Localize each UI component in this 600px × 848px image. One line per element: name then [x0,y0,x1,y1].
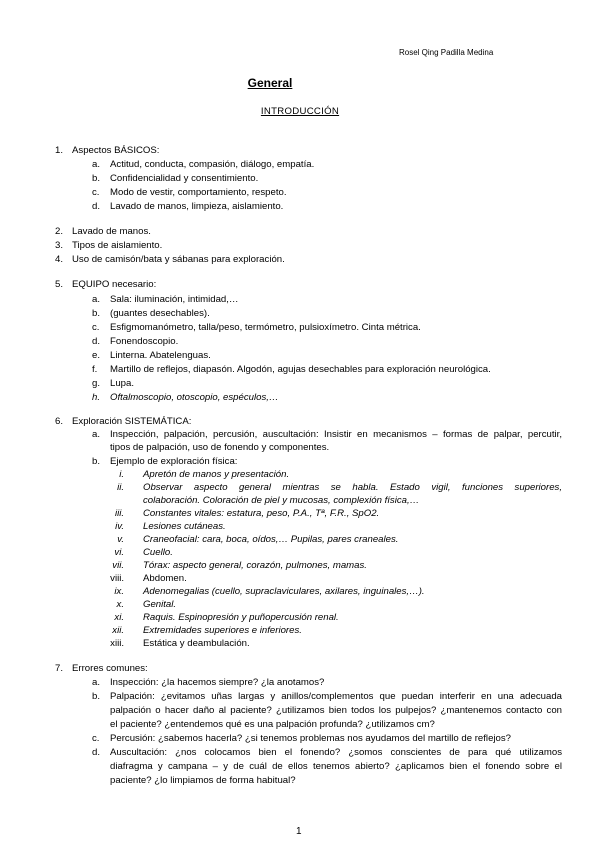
roman-item: Estática y deambulación. [143,638,250,649]
section-number: 7. [55,663,64,674]
section-heading: Aspectos BÁSICOS: [72,145,160,156]
list-item: Auscultación: ¿nos colocamos bien el fonendo? ¿somos conscientes de para qué utilizamos [110,747,562,758]
roman-item: Craneofacial: cara, boca, oídos,… Pupilas, pares craneales. [143,534,399,545]
list-item: Modo de vestir, comportamiento, respeto. [110,187,287,198]
roman-label: xi. [114,612,124,623]
roman-item-continuation: colaboración. Coloración de piel y mucosas, complexión física,… [143,495,420,506]
list-item: Martillo de reflejos, diapasón. Algodón, agujas desechables para exploración neurológica. [110,364,491,375]
list-label: a. [92,159,101,170]
roman-item: Abdomen. [143,573,187,584]
list-item: Linterna. Abatelenguas. [110,350,211,361]
roman-item: Tórax: aspecto general, corazón, pulmones, mamas. [143,560,367,571]
list-label: f. [92,364,98,375]
roman-item: Constantes vitales: estatura, peso, P.A., Tª, F.R., SpO2. [143,508,380,519]
list-item-continuation: diafragma y campana – y de cuál de ellos tenemos abierto? ¿aplicamos bien el fonendo sobre el [110,761,562,772]
list-label: c. [92,733,100,744]
list-item-continuation: el paciente? ¿entendemos qué es una palpación profunda? ¿utilizamos cm? [110,719,435,730]
list-item: Sala: iluminación, intimidad,… [110,294,239,305]
list-label: a. [92,294,101,305]
list-item: Inspección: ¿la hacemos siempre? ¿la anotamos? [110,677,325,688]
list-label: d. [92,336,101,347]
section-number: 2. [55,226,64,237]
section-heading: Errores comunes: [72,663,148,674]
author-name: Rosel Qing Padilla Medina [399,48,494,57]
list-label: b. [92,456,101,467]
list-item: Lavado de manos, limpieza, aislamiento. [110,201,284,212]
list-item: Esfigmomanómetro, talla/peso, termómetro, pulsioxímetro. Cinta métrica. [110,322,421,333]
list-label: g. [92,378,101,389]
section-heading: EQUIPO necesario: [72,279,157,290]
list-label: e. [92,350,101,361]
roman-label: xiii. [110,638,124,649]
list-item: Actitud, conducta, compasión, diálogo, empatía. [110,159,315,170]
roman-label: v. [117,534,124,545]
section-heading: Exploración SISTEMÁTICA: [72,416,192,427]
section-number: 3. [55,240,64,251]
list-item: Inspección, palpación, percusión, auscultación: Insistir en mecanismos – formas de palpar, percutir, [110,429,562,440]
roman-item: Genital. [143,599,177,610]
roman-label: ii. [117,482,124,493]
list-label: c. [92,187,100,198]
roman-item: Cuello. [143,547,173,558]
roman-label: i. [119,469,124,480]
list-item: Confidencialidad y consentimiento. [110,173,259,184]
list-label: b. [92,173,101,184]
list-label: c. [92,322,100,333]
roman-item: Lesiones cutáneas. [143,521,226,532]
list-item: Fonendoscopio. [110,336,179,347]
list-label: d. [92,201,101,212]
section-heading: Tipos de aislamiento. [72,240,163,251]
roman-label: viii. [110,573,124,584]
list-item: Ejemplo de exploración física: [110,456,238,467]
roman-label: vii. [112,560,124,571]
page-title: General [247,76,293,90]
list-label: h. [92,392,101,403]
section-number: 6. [55,416,64,427]
roman-label: iv. [115,521,124,532]
section-heading: Uso de camisón/bata y sábanas para exploración. [72,254,285,265]
list-label: d. [92,747,101,758]
roman-label: xii. [112,625,124,636]
roman-label: iii. [114,508,124,519]
list-item-continuation: tipos de palpación, uso de fonendo y componentes. [110,442,330,453]
list-item: Oftalmoscopio, otoscopio, espéculos,… [110,392,279,403]
roman-item: Apretón de manos y presentación. [143,469,290,480]
list-label: a. [92,677,101,688]
list-item-continuation: paciente? ¿lo limpiamos de forma habitual? [110,775,296,786]
list-label: a. [92,429,101,440]
section-number: 1. [55,145,64,156]
roman-label: x. [116,599,124,610]
section-number: 4. [55,254,64,265]
roman-item: Raquis. Espinopresión y puñopercusión renal. [143,612,339,623]
section-subtitle: INTRODUCCIÓN [260,106,340,117]
list-item-continuation: palpación o hacer daño al paciente? ¿utilizamos bien todos los pulpejos? ¿mantenemos contacto con [110,705,562,716]
page-number: 1 [296,826,302,837]
list-label: b. [92,691,101,702]
roman-label: vi. [114,547,124,558]
list-label: b. [92,308,101,319]
roman-item: Observar aspecto general mientras se habla. Estado vigil, funciones superiores, [143,482,562,493]
list-item: Lupa. [110,378,135,389]
roman-label: ix. [114,586,124,597]
roman-item: Extremidades superiores e inferiores. [143,625,302,636]
list-item: (guantes desechables). [110,308,210,319]
list-item: Palpación: ¿evitamos uñas largas y anillos/complementos que puedan interferir en una adecuada [110,691,562,702]
section-heading: Lavado de manos. [72,226,151,237]
section-number: 5. [55,279,64,290]
list-item: Percusión: ¿sabemos hacerla? ¿si tenemos problemas nos ayudamos del martillo de reflejos? [110,733,511,744]
roman-item: Adenomegalias (cuello, supraclaviculares, axilares, inguinales,…). [143,586,425,597]
